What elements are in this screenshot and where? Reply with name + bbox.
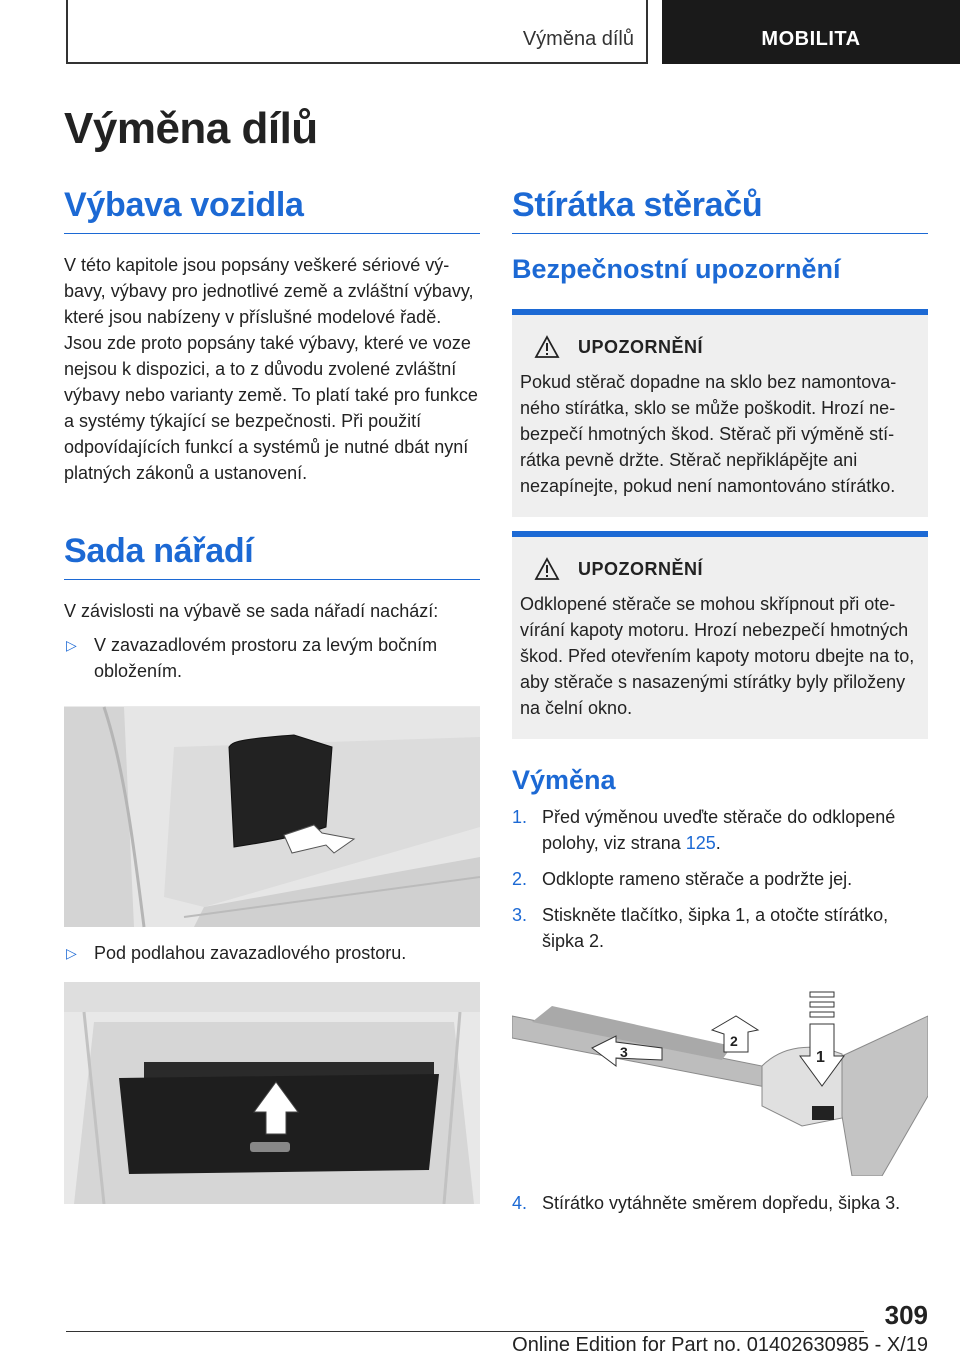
header-section-box xyxy=(66,0,648,64)
triangle-bullet-icon: ▷ xyxy=(66,637,77,653)
right-column xyxy=(512,186,928,1226)
warning-text: Pokud stěrač dopadne na sklo bez namontovaného stírátka, sklo se může poškodit. Hrozí nebezpečí hmotných škod. Stěrač při výměně stírátka pevně držte. Stěrač nepřiklápějte ani nezapínejte, pokud není namontováno stírátko. xyxy=(520,372,897,496)
step-number: 3. xyxy=(512,905,528,925)
bullet-text: Pod podlahou zavazadlového prostoru. xyxy=(94,943,407,963)
side-trim-toolkit-image xyxy=(64,706,480,926)
equipment-heading: Výbava vozidla xyxy=(64,186,480,234)
list-item xyxy=(512,804,928,856)
warning-triangle-icon xyxy=(534,557,560,581)
page-title: Výměna dílů xyxy=(64,104,318,153)
floor-toolkit-image xyxy=(64,982,480,1204)
left-column xyxy=(64,186,480,1204)
equipment-body: V této kapitole jsou popsány veškeré sériové výbavy, výbavy pro jednotlivé země a zvláštní výbavy, které jsou nabízeny v příslušné modelové řadě. Jsou zde proto popsány také výbavy, které ve voze nejsou k dispozici, a to z důvodu zvolené zvláštní výbavy nebo varianty země. To platí také pro funkce a systémy týkající se bezpečnosti. Při použití odpovídajících funkcí a systémů je nutné dbát nyní platných zákonů a ustanovení. xyxy=(64,255,478,483)
step-text: Před výměnou uveďte stěrače do odklopené polohy, viz strana xyxy=(542,807,896,853)
list-item xyxy=(512,866,928,892)
warning-box xyxy=(512,531,928,739)
step-number: 4. xyxy=(512,1193,528,1213)
header-chapter-label: MOBILITA xyxy=(761,28,861,50)
list-item xyxy=(64,940,480,966)
warning-title: UPOZORNĚNÍ xyxy=(578,558,704,579)
warning-box xyxy=(512,309,928,517)
warning-text: Odklopené stěrače se mohou skřípnout při otevírání kapoty motoru. Hrozí nebezpečí hmotných škod. Před otevřením kapoty motoru dbejte na to, aby stěrače s nasazenými stírátky byly přiloženy na čelní okno. xyxy=(520,594,915,718)
arrow-2-label: 2 xyxy=(730,1033,738,1049)
list-item xyxy=(64,632,480,684)
bullet-text: V zavazadlovém prostoru za levým bočním obložením. xyxy=(94,635,438,681)
warning-header xyxy=(520,555,920,583)
page-reference-link[interactable]: 125 xyxy=(685,833,716,853)
arrow-1-label: 1 xyxy=(816,1049,825,1066)
steps-list xyxy=(512,804,928,954)
trunk-side-illustration xyxy=(64,706,480,928)
header-chapter-box xyxy=(662,0,960,64)
toolkit-intro: V závislosti na výbavě se sada nářadí nachází: xyxy=(64,601,439,621)
toolkit-heading: Sada nářadí xyxy=(64,532,480,580)
safety-heading: Bezpečnostní upozornění xyxy=(512,254,841,284)
triangle-bullet-icon: ▷ xyxy=(66,945,77,961)
step-text-end: . xyxy=(715,833,721,853)
step-number: 1. xyxy=(512,807,528,827)
wipers-heading: Stírátka stěračů xyxy=(512,186,928,234)
wiper-blade-image xyxy=(512,976,928,1176)
list-item xyxy=(512,1190,928,1216)
page-number: 309 xyxy=(884,1300,928,1330)
warning-title: UPOZORNĚNÍ xyxy=(578,336,704,357)
footer-divider xyxy=(66,1331,864,1332)
step-text: Odklopte rameno stěrače a podržte jej. xyxy=(542,869,853,889)
step-text: Stiskněte tlačítko, šipka 1, a otočte stírátko, šipka 2. xyxy=(542,905,889,951)
step-text: Stírátko vytáhněte směrem dopředu, šipka 3. xyxy=(542,1193,901,1213)
wiper-blade-illustration xyxy=(512,976,928,1176)
arrow-3-label: 3 xyxy=(620,1044,628,1060)
trunk-floor-illustration xyxy=(64,982,480,1204)
footer-edition: Online Edition for Part no. 01402630985 - X/19 xyxy=(512,1334,928,1356)
warning-triangle-icon xyxy=(534,335,560,359)
replace-heading: Výměna xyxy=(512,765,616,795)
step-number: 2. xyxy=(512,869,528,889)
list-item xyxy=(512,902,928,954)
warning-header xyxy=(520,333,920,361)
header-section-label: Výměna dílů xyxy=(522,28,634,50)
